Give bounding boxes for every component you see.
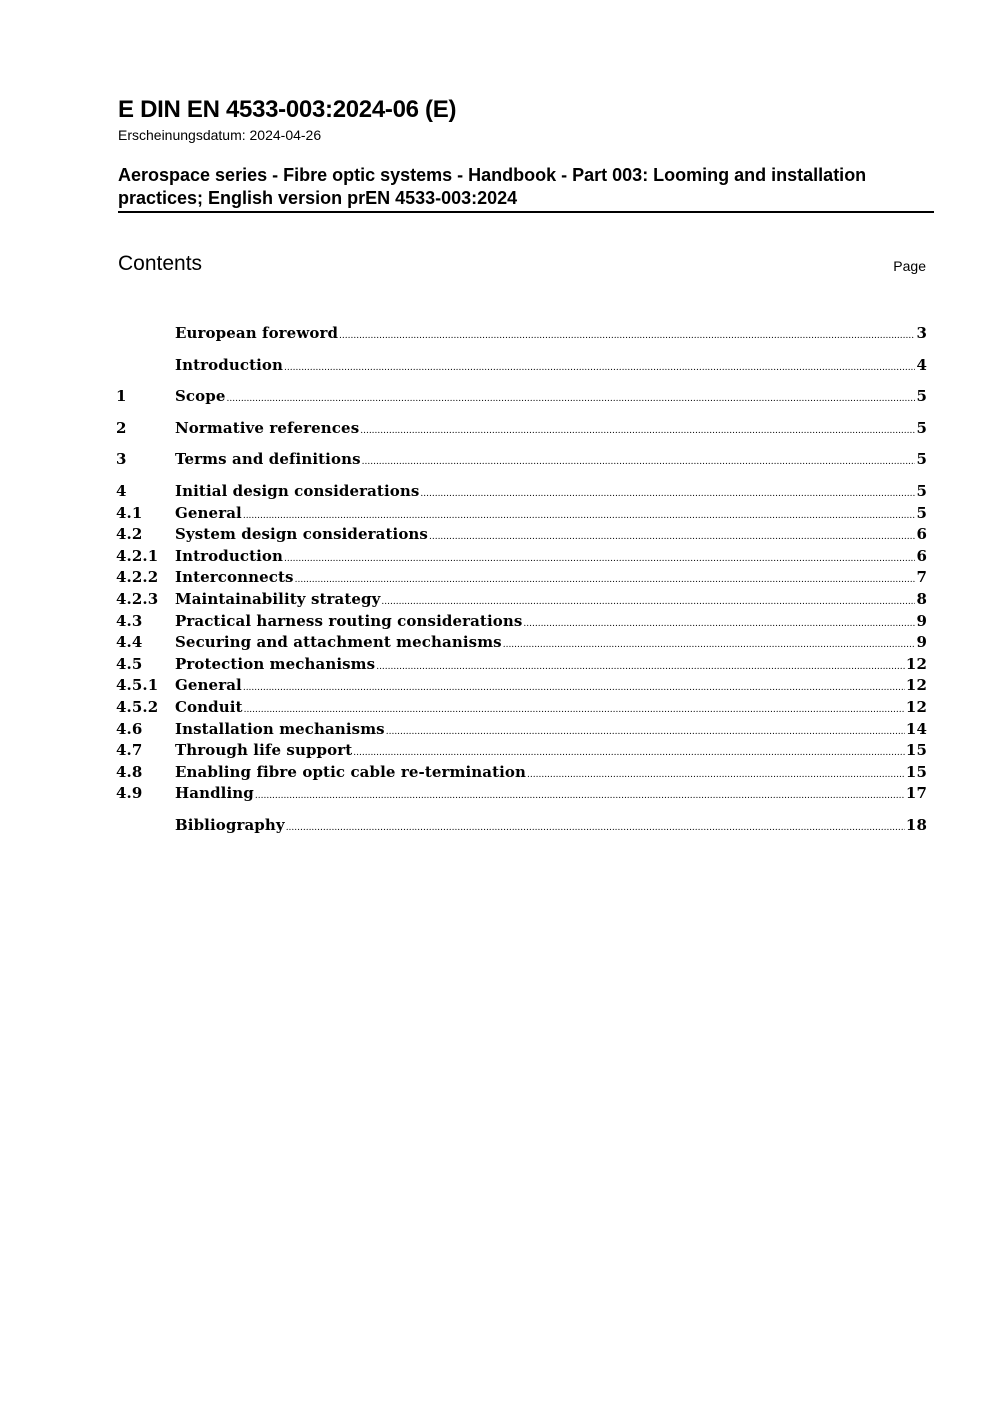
toc-number: 4.2: [116, 525, 143, 544]
toc-number: 4.2.2: [116, 568, 159, 587]
toc-title: Normative references: [175, 418, 360, 437]
toc-title: Maintainability strategy: [175, 589, 381, 608]
toc-title: Introduction: [175, 546, 284, 565]
document-title: Aerospace series - Fibre optic systems - Handbook - Part 003: Looming and installation practices; English version prEN 4533-003:2024: [118, 164, 934, 213]
toc-number: 4.4: [116, 633, 143, 652]
toc-entry-terms-and-definitions[interactable]: [116, 449, 927, 471]
toc-title: Installation mechanisms: [175, 719, 385, 738]
toc-number: 4.7: [116, 741, 143, 760]
toc-title: Through life support: [175, 741, 353, 760]
contents-heading: [118, 250, 926, 278]
toc-page-number: 14: [905, 719, 927, 738]
toc-leader: [284, 355, 915, 380]
toc-page-number: 5: [916, 387, 927, 406]
toc-page-number: 7: [916, 568, 927, 587]
document-header: [118, 96, 934, 213]
toc-page-number: 5: [916, 481, 927, 500]
toc-number: 4.5.1: [116, 676, 159, 695]
toc-entry-general-4-5-1[interactable]: [116, 675, 927, 697]
toc-title: General: [175, 503, 242, 522]
toc-number: 4.5: [116, 654, 143, 673]
toc-number: 4.3: [116, 611, 143, 630]
toc-title: Interconnects: [175, 568, 294, 587]
toc-entry-conduit[interactable]: [116, 697, 927, 719]
toc-number: 4.6: [116, 719, 143, 738]
contents-title: Contents: [118, 252, 203, 275]
table-of-contents: [116, 323, 927, 836]
toc-number: 4.2.3: [116, 589, 159, 608]
toc-title: Securing and attachment mechanisms: [175, 633, 502, 652]
toc-page-number: 5: [916, 503, 927, 522]
toc-leader: [286, 815, 905, 840]
toc-number: 4: [116, 481, 127, 500]
toc-leader: [227, 386, 916, 411]
toc-number: 3: [116, 450, 127, 469]
toc-title: European foreword: [175, 324, 339, 342]
toc-title: Initial design considerations: [175, 481, 420, 500]
toc-title: Conduit: [175, 697, 243, 716]
toc-entry-system-design-considerations[interactable]: [116, 524, 927, 546]
toc-title: Handling: [175, 784, 254, 803]
toc-page-number: 18: [905, 815, 927, 834]
toc-page-number: 15: [905, 762, 927, 781]
toc-entry-practical-harness-routing[interactable]: [116, 611, 927, 633]
toc-page-number: 4: [916, 355, 927, 374]
toc-number: 4.1: [116, 503, 143, 522]
toc-entry-handling[interactable]: [116, 783, 927, 805]
toc-page-number: 5: [916, 450, 927, 469]
toc-entry-initial-design-considerations[interactable]: [116, 481, 927, 503]
toc-entry-installation-mechanisms[interactable]: [116, 719, 927, 741]
toc-leader: [339, 323, 915, 348]
toc-page-number: 9: [916, 611, 927, 630]
toc-entry-general[interactable]: [116, 503, 927, 525]
toc-number: 4.9: [116, 784, 143, 803]
toc-entry-interconnects[interactable]: [116, 567, 927, 589]
toc-number: 4.5.2: [116, 697, 159, 716]
toc-leader: [362, 449, 916, 474]
publication-date: Erscheinungsdatum: 2024-04-26: [118, 127, 322, 143]
toc-number: 2: [116, 418, 127, 437]
toc-leader: [360, 418, 915, 443]
toc-title: General: [175, 676, 242, 695]
toc-page-number: 8: [916, 589, 927, 608]
toc-title: Enabling fibre optic cable re-termination: [175, 762, 527, 781]
toc-entry-through-life-support[interactable]: [116, 740, 927, 762]
toc-title: System design considerations: [175, 525, 428, 544]
toc-entry-enabling-re-termination[interactable]: [116, 762, 927, 784]
toc-number: 4.8: [116, 762, 143, 781]
toc-title: Bibliography: [175, 815, 285, 834]
toc-entry-scope[interactable]: [116, 386, 927, 408]
toc-title: Scope: [175, 387, 226, 406]
toc-page-number: 6: [916, 546, 927, 565]
toc-entry-european-foreword[interactable]: [116, 323, 927, 345]
toc-title: Protection mechanisms: [175, 654, 376, 673]
document-id: E DIN EN 4533-003:2024-06 (E): [118, 96, 457, 123]
toc-entry-normative-references[interactable]: [116, 418, 927, 440]
toc-number: 4.2.1: [116, 546, 159, 565]
toc-entry-securing-and-attachment[interactable]: [116, 632, 927, 654]
toc-entry-maintainability-strategy[interactable]: [116, 589, 927, 611]
toc-title: Terms and definitions: [175, 450, 361, 469]
toc-page-number: 12: [905, 654, 927, 673]
toc-entry-bibliography[interactable]: [116, 815, 927, 837]
toc-page-number: 5: [916, 418, 927, 437]
toc-page-number: 12: [905, 676, 927, 695]
page-column-label: Page: [893, 258, 926, 274]
toc-page-number: 3: [916, 324, 927, 342]
toc-entry-protection-mechanisms[interactable]: [116, 654, 927, 676]
toc-page-number: 15: [905, 741, 927, 760]
toc-leader: [255, 783, 905, 808]
toc-page-number: 6: [916, 525, 927, 544]
toc-page-number: 12: [905, 697, 927, 716]
toc-title: Introduction: [175, 355, 284, 374]
toc-page-number: 17: [905, 784, 927, 803]
toc-page-number: 9: [916, 633, 927, 652]
toc-title: Practical harness routing considerations: [175, 611, 523, 630]
toc-number: 1: [116, 387, 127, 406]
toc-entry-introduction-4-2-1[interactable]: [116, 546, 927, 568]
toc-entry-introduction[interactable]: [116, 355, 927, 377]
